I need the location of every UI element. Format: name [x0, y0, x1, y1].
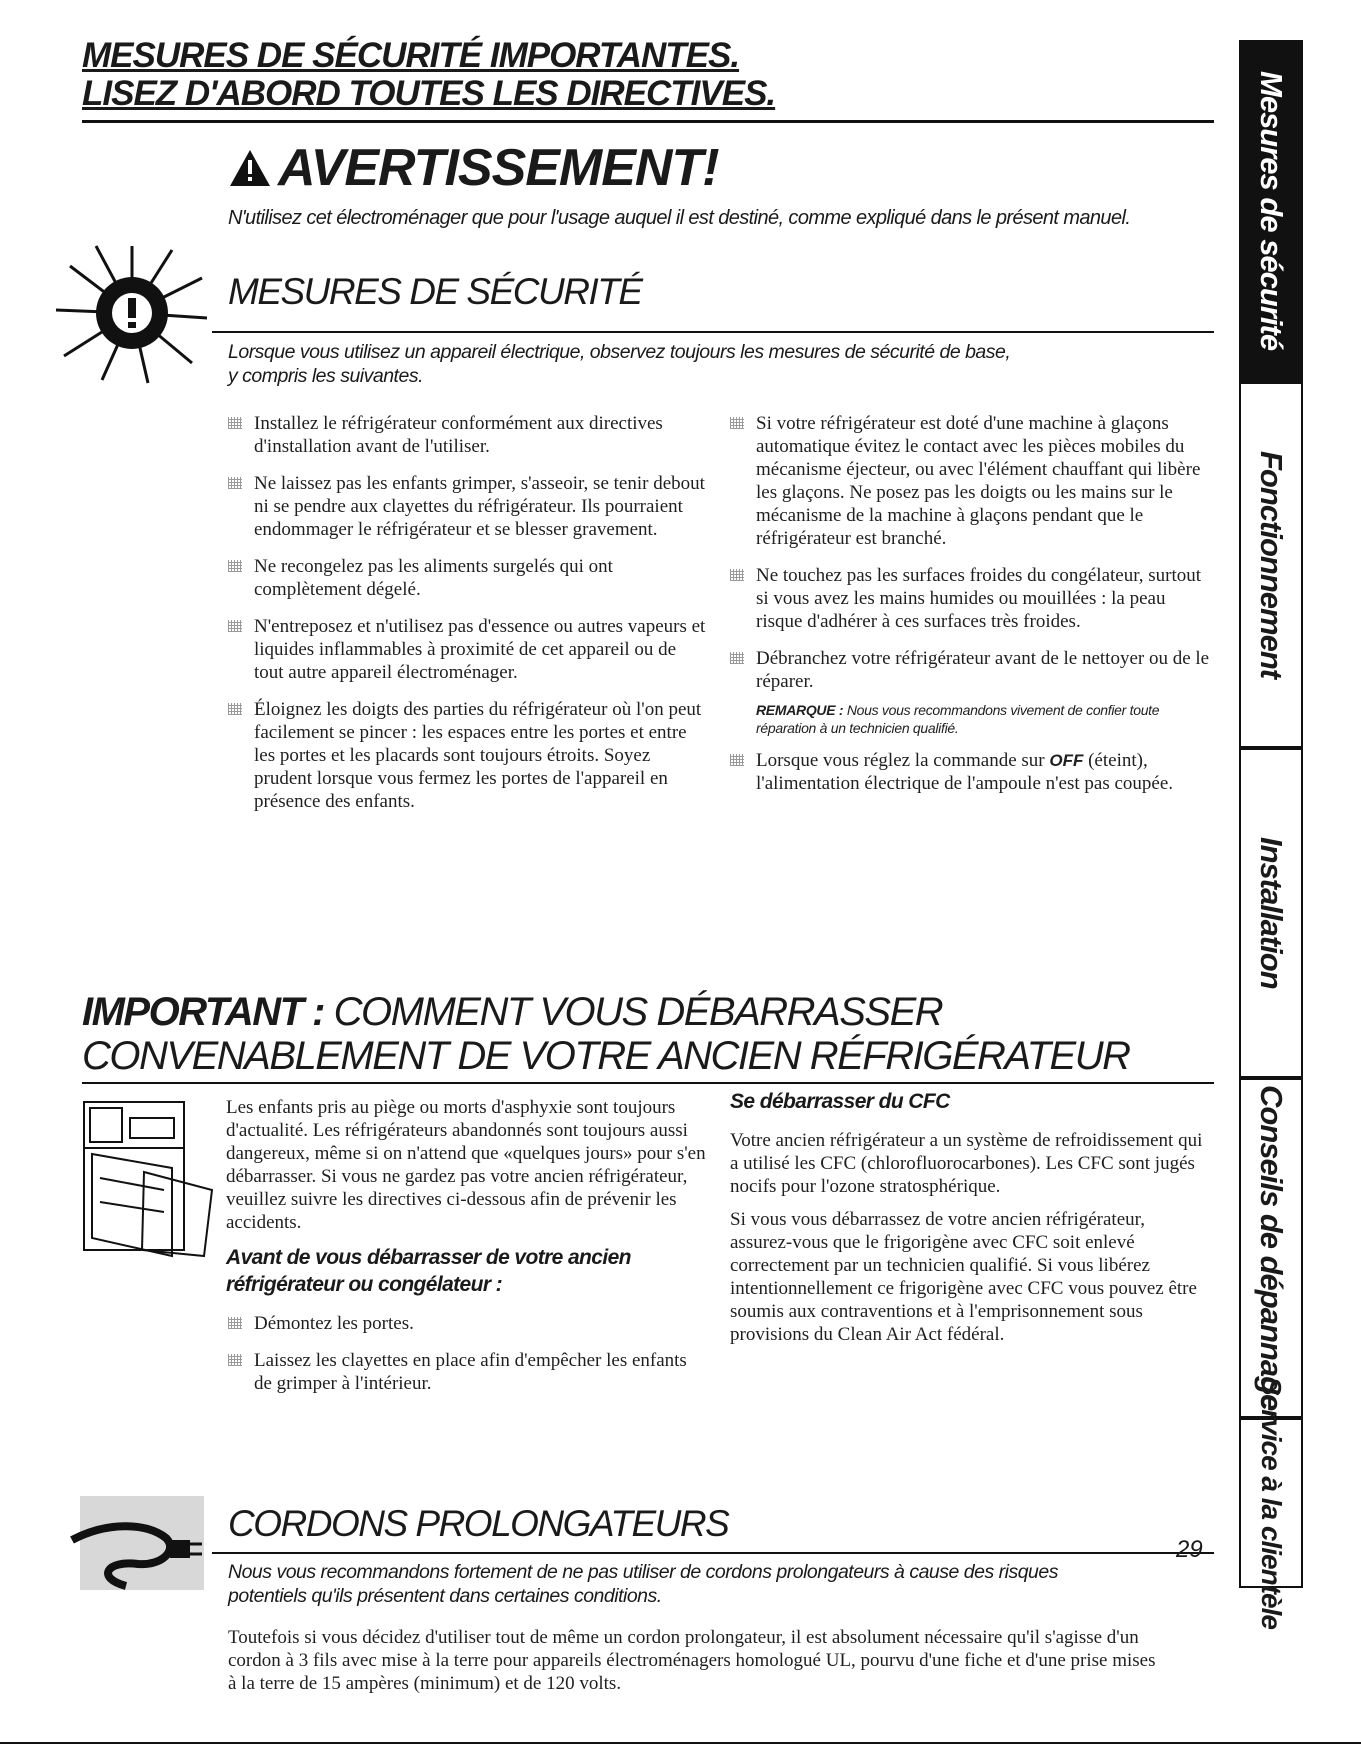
tab-conseils-de-depannage[interactable]: Conseils de dépannage: [1241, 1080, 1301, 1420]
tab-installation[interactable]: Installation: [1241, 750, 1301, 1080]
cords-rule: [212, 1552, 1214, 1554]
safety-rule: [212, 331, 1214, 333]
bullet-icon: [730, 569, 744, 581]
important-left-list: [226, 1312, 706, 1395]
burst-warning-icon: [52, 238, 212, 388]
list-item: Ne recongelez pas les aliments surgelés qui ont complètement dégelé.: [226, 555, 706, 601]
bullet-icon: [730, 754, 744, 766]
bullet-icon: [228, 417, 242, 429]
header-title-line2: LISEZ D'ABORD TOUTES LES DIRECTIVES.: [82, 74, 776, 113]
warning-heading: [228, 138, 719, 198]
bullet-icon: [228, 1354, 242, 1366]
tab-mesures-de-securite[interactable]: Mesures de sécurité: [1241, 42, 1301, 380]
important-title-part1: COMMENT VOUS DÉBARRASSER: [333, 990, 943, 1034]
important-right-para2: Si vous vous débarrassez de votre ancien réfrigérateur, assurez-vous que le frigorigène avec CFC soit enlevé correctement par un technicien qualifié. Si vous libérez intentionnellement ce frigorigène avec CFC vous pouvez être soumis aux contraventions et à l'emprisonnement sous provisions du Clean Air Act fédéral.: [730, 1209, 1197, 1345]
list-item: Débranchez votre réfrigérateur avant de le nettoyer ou de le réparer.: [728, 647, 1216, 693]
important-rule: [82, 1082, 1214, 1084]
bullet-icon: [228, 703, 242, 715]
warning-subtitle: N'utilisez cet électroménager que pour l'usage auquel il est destiné, comme expliqué dans le présent manuel.: [228, 207, 1131, 229]
list-item: N'entreposez et n'utilisez pas d'essence ou autres vapeurs et liquides inflammables à proximité de cet appareil ou de tout autre appareil électroménager.: [226, 615, 706, 684]
list-item: Ne laissez pas les enfants grimper, s'asseoir, se tenir debout ni se pendre aux clayettes du réfrigérateur. Ils pourraient endommager le réfrigérateur et se blesser gravement.: [226, 472, 706, 541]
warning-title: AVERTISSEMENT!: [278, 139, 719, 197]
list-item: Éloignez les doigts des parties du réfrigérateur où l'on peut facilement se pincer : les espaces entre les portes et entre les portes et les placards sont toujours étroits. Soyez prudent lorsque vous fermez les portes de l'appareil en présence des enfants.: [226, 698, 706, 813]
list-item: Démontez les portes.: [226, 1312, 706, 1335]
bullet-icon: [228, 560, 242, 572]
important-label: IMPORTANT :: [82, 990, 324, 1034]
cords-intro-line1: Nous vous recommandons fortement de ne pas utiliser de cordons prolongateurs à cause des risques: [228, 1561, 1058, 1583]
refrigerator-icon: [80, 1098, 216, 1260]
cords-intro-line2: potentiels qu'ils présentent dans certaines conditions.: [228, 1585, 662, 1607]
important-right-column: [730, 1090, 1210, 1356]
list-item: Lorsque vous réglez la commande sur OFF (éteint), l'alimentation électrique de l'ampoule n'est pas coupée.: [728, 749, 1216, 795]
safety-note: REMARQUE : Nous vous recommandons vivement de confier toute réparation à un technicien qualifié.: [756, 702, 1160, 736]
tab-fonctionnement[interactable]: Fonctionnement: [1241, 380, 1301, 750]
page-number: 29: [1176, 1536, 1203, 1563]
cords-intro: [228, 1560, 1208, 1608]
side-tab-strip: [1239, 40, 1303, 1629]
warning-triangle-icon: [228, 148, 272, 188]
list-item: Installez le réfrigérateur conformément aux directives d'installation avant de l'utiliser.: [226, 412, 706, 458]
important-left-subhead: Avant de vous débarrasser de votre ancien réfrigérateur ou congélateur :: [226, 1246, 631, 1296]
extension-cord-icon: [66, 1494, 206, 1592]
safety-right-list: [728, 412, 1216, 809]
important-title-line2: CONVENABLEMENT DE VOTRE ANCIEN RÉFRIGÉRATEUR: [82, 1034, 1130, 1078]
list-item: Ne touchez pas les surfaces froides du congélateur, surtout si vous avez les mains humides ou mouillées : la peau risque d'adhérer à ces surfaces très froides.: [728, 564, 1216, 633]
list-item: Laissez les clayettes en place afin d'empêcher les enfants de grimper à l'intérieur.: [226, 1349, 706, 1395]
bullet-icon: [730, 652, 744, 664]
bullet-icon: [228, 477, 242, 489]
safety-section-title: MESURES DE SÉCURITÉ: [228, 271, 642, 312]
important-intro: Les enfants pris au piège ou morts d'asphyxie sont toujours d'actualité. Les réfrigérateurs abandonnés sont toujours aussi dangereux, même si on n'attend que «quelques jours» pour s'en débarrasser. Si vous ne gardez pas votre ancien réfrigérateur, veuillez suivre les directives ci-dessous afin de prévenir les accidents.: [226, 1097, 706, 1233]
safety-intro-line2: y compris les suivantes.: [228, 365, 423, 387]
safety-left-list: [226, 412, 706, 827]
important-left-column: [226, 1096, 706, 1409]
header-rule: [82, 120, 1214, 123]
cords-body: Toutefois si vous décidez d'utiliser tout de même un cordon prolongateur, il est absolument nécessaire qu'il s'agisse d'un cordon à 3 fils avec mise à la terre pour appareils électroménagers homologué UL, pourvu d'une fiche et d'une prise mises à la terre de 15 ampères (minimum) et de 120 volts.: [228, 1627, 1156, 1694]
safety-intro-line1: Lorsque vous utilisez un appareil électrique, observez toujours les mesures de sécurité de base,: [228, 341, 1011, 363]
cords-section-title: CORDONS PROLONGATEURS: [228, 1503, 729, 1544]
header-title-line1: MESURES DE SÉCURITÉ IMPORTANTES.: [82, 36, 740, 75]
important-right-subhead: Se débarrasser du CFC: [730, 1090, 950, 1113]
safety-intro: [228, 340, 1208, 388]
important-right-para1: Votre ancien réfrigérateur a un système de refroidissement qui a utilisé les CFC (chlorofluorocarbones). Les CFC sont jugés nocifs pour l'ozone stratosphérique.: [730, 1130, 1203, 1197]
important-title-line1: [82, 990, 942, 1034]
bullet-icon: [228, 620, 242, 632]
bullet-icon: [228, 1317, 242, 1329]
bullet-icon: [730, 417, 744, 429]
tab-service-a-la-clientele[interactable]: Service à la clientèle: [1256, 1377, 1287, 1629]
list-item: Si votre réfrigérateur est doté d'une machine à glaçons automatique évitez le contact avec les pièces mobiles du mécanisme éjecteur, ou avec l'élément chauffant qui libère les glaçons. Ne posez pas les doigts ou les mains sur le mécanisme de la machine à glaçons pendant que le réfrigérateur est branché.: [728, 412, 1216, 550]
footer-rule: [0, 1742, 1361, 1744]
